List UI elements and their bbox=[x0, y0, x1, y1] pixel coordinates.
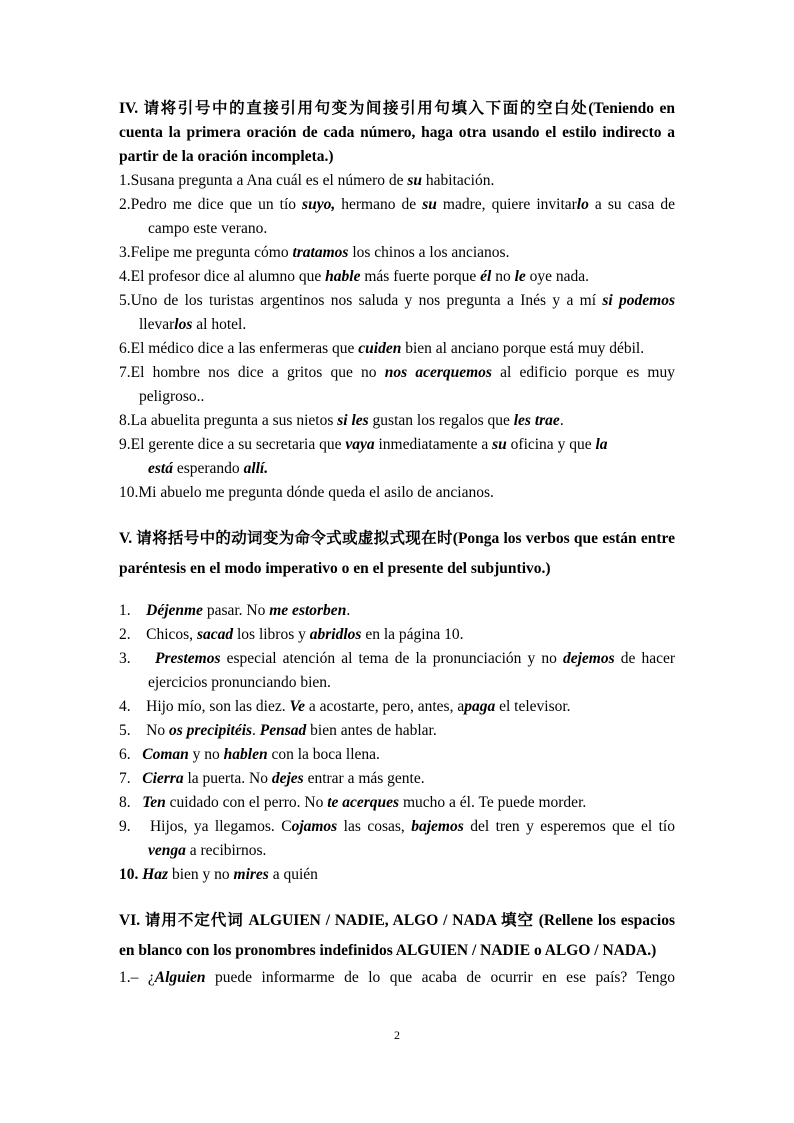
emphasized-answer: Cierra bbox=[142, 770, 184, 787]
list-item: 6.El médico dice a las enfermeras que cuiden bien al anciano porque está muy débil. bbox=[119, 340, 645, 357]
section-vi-list bbox=[119, 966, 675, 990]
emphasized-answer: me estorben bbox=[269, 602, 347, 619]
emphasized-answer: te acerques bbox=[327, 794, 400, 811]
list-item: 9.El gerente dice a su secretaria que vaya inmediatamente a su oficina y que la está esperando allí. bbox=[119, 436, 608, 477]
emphasized-answer: ojamos bbox=[291, 818, 338, 835]
list-item: 10.Mi abuelo me pregunta dónde queda el asilo de ancianos. bbox=[119, 484, 494, 501]
emphasized-answer: Déjenme bbox=[146, 602, 203, 619]
list-item: 10. Haz bien y no mires a quién bbox=[119, 866, 318, 883]
section-v-title: V. 请将括号中的动词变为命令式或虚拟式现在时(Ponga los verbos que están entre paréntesis en el modo imperativo o en el presente del subjuntivo.) bbox=[119, 530, 675, 577]
emphasized-answer: él bbox=[480, 268, 492, 285]
section-vi-title: VI. 请用不定代词 ALGUIEN / NADIE, ALGO / NADA 填空 (Rellene los espacios en blanco con los pronombres indefinidos ALGUIEN / NADIE o ALGO / NADA.) bbox=[119, 912, 675, 959]
emphasized-answer: vaya bbox=[345, 436, 375, 453]
emphasized-answer: Ten bbox=[142, 794, 166, 811]
list-item: 6. Coman y no hablen con la boca llena. bbox=[119, 746, 380, 763]
emphasized-answer: si podemos bbox=[602, 292, 675, 309]
section-iv-list bbox=[119, 169, 675, 505]
list-item: 7.El hombre nos dice a gritos que no nos acerquemos al edificio porque es muy peligroso.. bbox=[119, 364, 675, 405]
emphasized-answer: Prestemos bbox=[155, 650, 221, 667]
emphasized-answer: les trae bbox=[513, 412, 560, 429]
emphasized-answer: nos acerquemos bbox=[384, 364, 492, 381]
emphasized-answer: bajemos bbox=[411, 818, 464, 835]
document-content bbox=[119, 97, 675, 990]
list-item: 5.Uno de los turistas argentinos nos saluda y nos pregunta a Inés y a mí si podemos llevarlos al hotel. bbox=[119, 292, 675, 333]
emphasized-answer: suyo, bbox=[302, 196, 336, 213]
emphasized-answer: abridlos bbox=[309, 626, 362, 643]
emphasized-answer: cuiden bbox=[358, 340, 402, 357]
emphasized-answer: allí. bbox=[243, 460, 269, 477]
list-item: 5. No os precipitéis. Pensad bien antes de hablar. bbox=[119, 722, 437, 739]
list-item: 1.Susana pregunta a Ana cuál es el número de su habitación. bbox=[119, 172, 495, 189]
section-v-list bbox=[119, 599, 675, 887]
emphasized-answer: su bbox=[492, 436, 507, 453]
emphasized-answer: Haz bbox=[142, 866, 169, 883]
emphasized-answer: la está bbox=[148, 436, 608, 477]
emphasized-answer: paga bbox=[464, 698, 496, 715]
emphasized-answer: su bbox=[422, 196, 437, 213]
list-item: 4.El profesor dice al alumno que hable más fuerte porque él no le oye nada. bbox=[119, 268, 590, 285]
emphasized-answer: los bbox=[174, 316, 193, 333]
emphasized-answer: hablen bbox=[223, 746, 268, 763]
emphasized-answer: Alguien bbox=[154, 969, 206, 986]
section-iv-title: IV. 请将引号中的直接引用句变为间接引用句填入下面的空白处(Teniendo en cuenta la primera oración de cada número, haga otra usando el estilo indirecto a partir de la oración incompleta.) bbox=[119, 100, 675, 165]
emphasized-answer: Pensad bbox=[259, 722, 307, 739]
list-item: 2. Chicos, sacad los libros y abridlos en la página 10. bbox=[119, 626, 464, 643]
emphasized-answer: Ve bbox=[289, 698, 305, 715]
list-item: 8.La abuelita pregunta a sus nietos si les gustan los regalos que les trae. bbox=[119, 412, 564, 429]
list-item: 9. Hijos, ya llegamos. Cojamos las cosas, bajemos del tren y esperemos que el tío venga a recibirnos. bbox=[119, 818, 675, 859]
emphasized-answer: le bbox=[514, 268, 526, 285]
emphasized-answer: si les bbox=[337, 412, 369, 429]
list-item: 4. Hijo mío, son las diez. Ve a acostarte, pero, antes, apaga el televisor. bbox=[119, 698, 571, 715]
page-number: 2 bbox=[394, 1028, 400, 1042]
emphasized-answer: su bbox=[407, 172, 423, 189]
emphasized-answer: dejes bbox=[271, 770, 304, 787]
list-item: 8. Ten cuidado con el perro. No te acerques mucho a él. Te puede morder. bbox=[119, 794, 587, 811]
list-item: 1.– ¿Alguien puede informarme de lo que acaba de ocurrir en ese país? Tengo bbox=[119, 969, 675, 986]
emphasized-answer: tratamos bbox=[292, 244, 349, 261]
list-item: 2.Pedro me dice que un tío suyo, hermano de su madre, quiere invitarlo a su casa de campo este verano. bbox=[119, 196, 675, 237]
emphasized-answer: dejemos bbox=[562, 650, 615, 667]
emphasized-answer: venga bbox=[148, 842, 186, 859]
list-item: 3.Felipe me pregunta cómo tratamos los chinos a los ancianos. bbox=[119, 244, 510, 261]
list-item: 7. Cierra la puerta. No dejes entrar a más gente. bbox=[119, 770, 425, 787]
emphasized-answer: mires bbox=[233, 866, 269, 883]
emphasized-answer: hable bbox=[325, 268, 361, 285]
list-item: 1. Déjenme pasar. No me estorben. bbox=[119, 602, 351, 619]
emphasized-answer: Coman bbox=[142, 746, 189, 763]
list-item: 3. Prestemos especial atención al tema de la pronunciación y no dejemos de hacer ejercicios pronunciando bien. bbox=[119, 650, 676, 691]
emphasized-answer: os precipitéis bbox=[168, 722, 253, 739]
item-number: 10. bbox=[119, 866, 143, 883]
emphasized-answer: lo bbox=[576, 196, 589, 213]
emphasized-answer: sacad bbox=[196, 626, 234, 643]
